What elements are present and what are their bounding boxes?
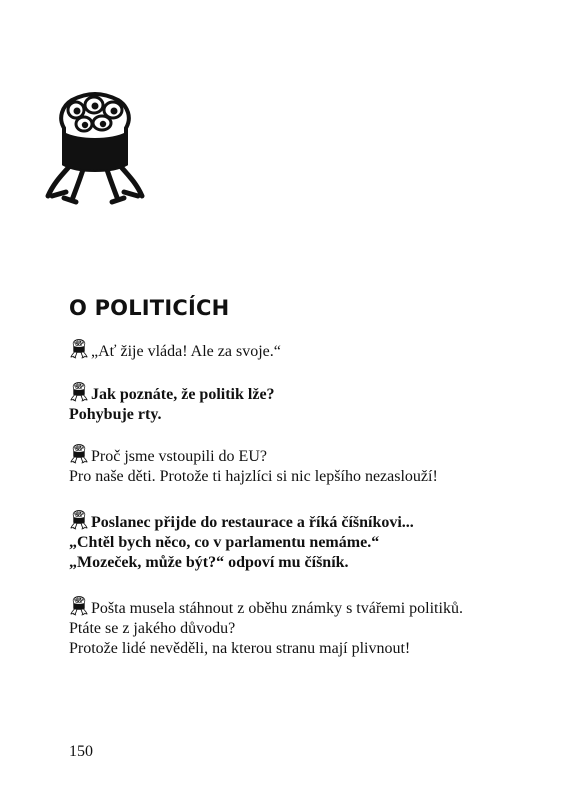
joke-line — [69, 382, 275, 405]
joke-question: Jak poznáte, že politik lže? — [91, 386, 275, 403]
section-heading: O POLITICÍCH — [69, 296, 230, 320]
joke-punchline: „Mozeček, může být?“ odpoví mu číšník. — [69, 554, 349, 571]
joke-2 — [69, 382, 275, 425]
joke-line: „Chtěl bych něco, co v parlamentu nemáme.“ — [69, 534, 380, 551]
joke-setup: Pošta musela stáhnout z oběhu známky s tvářemi politiků. — [91, 600, 463, 617]
mascot-bullet-icon — [69, 382, 89, 402]
joke-question: Proč jsme vstoupili do EU? — [91, 448, 267, 465]
joke-punchline: Protože lidé nevěděli, na kterou stranu mají plivnout! — [69, 640, 411, 657]
joke-line — [69, 510, 414, 533]
mascot-bullet-icon — [69, 444, 89, 464]
joke-3 — [69, 444, 438, 487]
joke-setup: Poslanec přijde do restaurace a říká číšníkovi... — [91, 514, 414, 531]
joke-line — [69, 596, 463, 619]
joke-1 — [69, 339, 281, 362]
joke-line: Ptáte se z jakého důvodu? — [69, 620, 236, 637]
page-number: 150 — [69, 743, 93, 760]
mascot-creature-icon — [42, 92, 148, 208]
joke-4 — [69, 510, 414, 573]
mascot-bullet-icon — [69, 510, 89, 530]
joke-line — [69, 444, 438, 467]
joke-text: „Ať žije vláda! Ale za svoje.“ — [91, 343, 281, 360]
mascot-bullet-icon — [69, 339, 89, 359]
mascot-bullet-icon — [69, 596, 89, 616]
joke-answer: Pro naše děti. Protože ti hajzlíci si nic lepšího nezaslouží! — [69, 468, 438, 485]
joke-answer: Pohybuje rty. — [69, 406, 162, 423]
joke-line — [69, 339, 281, 362]
joke-5 — [69, 596, 463, 659]
